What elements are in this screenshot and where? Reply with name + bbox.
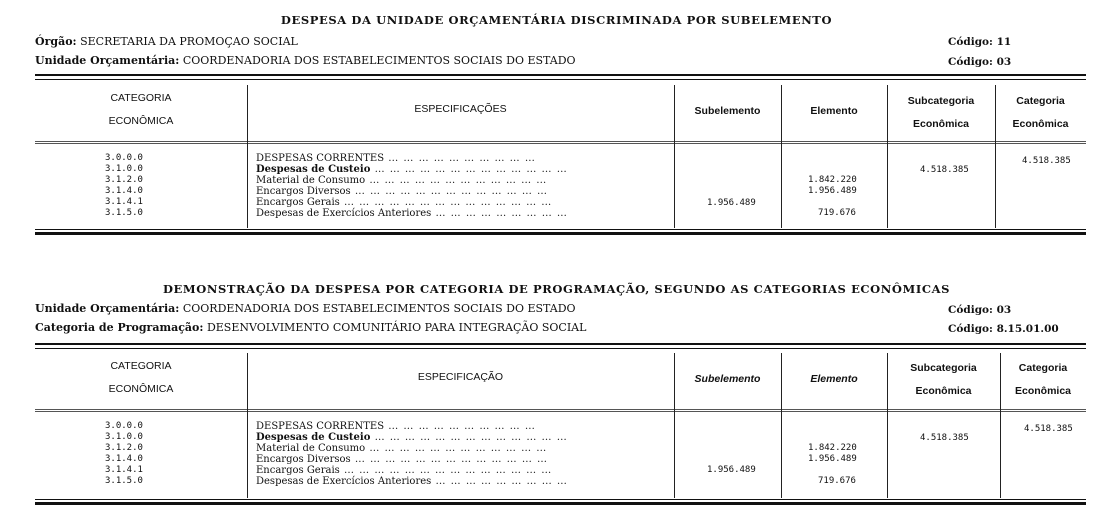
programacao-label: Categoria de Programação:: [35, 321, 204, 334]
spec-cell: Despesas de Custeio: [256, 164, 371, 175]
table2-top-rule-thin: [35, 348, 1086, 349]
leader-dots: … … … … … … … … … …: [384, 421, 536, 432]
orgao-code-label: Código:: [948, 36, 993, 48]
code-cell: 3.1.4.0: [105, 454, 143, 464]
code-cell: 3.1.0.0: [105, 432, 143, 442]
code-cell: 3.1.5.0: [105, 208, 143, 218]
table2-elemento-value: 1.842.220: [808, 443, 857, 453]
unidade-line: [35, 54, 576, 67]
table1-specs: [256, 153, 568, 219]
unidade-value: COORDENADORIA DOS ESTABELECIMENTOS SOCIAIS DO ESTADO: [182, 54, 576, 67]
spec-cell: Material de Consumo: [256, 443, 366, 454]
code-cell: 3.1.2.0: [105, 443, 143, 453]
programacao-code-label: Código:: [948, 323, 993, 335]
code-cell: 3.1.5.0: [105, 476, 143, 486]
table1-title: DESPESA DA UNIDADE ORÇAMENTÁRIA DISCRIMINADA POR SUBELEMENTO: [280, 13, 833, 27]
orgao-code: [948, 36, 1011, 48]
unidade2-code-value: 03: [996, 304, 1012, 316]
unidade2-label: Unidade Orçamentária:: [35, 302, 180, 315]
unidade-code-label: Código:: [948, 56, 993, 68]
unidade2-code-label: Código:: [948, 304, 993, 316]
code-cell: 3.0.0.0: [105, 421, 143, 431]
table1-top-rule: [35, 74, 1086, 76]
table2-bottom-rule-thin: [35, 499, 1086, 500]
table1-header-especificacoes: ESPECIFICAÇÕES: [414, 103, 507, 115]
table1-header-subelemento: Subelemento: [694, 105, 761, 117]
table2-elemento-value: 1.956.489: [808, 454, 857, 464]
spec-cell: Despesas de Exercícios Anteriores: [256, 476, 432, 487]
code-cell: 3.1.4.1: [105, 465, 143, 475]
table1-subcategoria-value: 4.518.385: [920, 165, 969, 175]
table1-elemento-value: 719.676: [818, 208, 856, 218]
table1-elemento-value: 1.842.220: [808, 175, 857, 185]
table2-subelemento-value: 1.956.489: [707, 465, 756, 475]
unidade-code: [948, 56, 1011, 68]
spec-cell: Encargos Gerais: [256, 465, 340, 476]
programacao-code-value: 8.15.01.00: [996, 323, 1059, 335]
spec-cell: Encargos Diversos: [256, 186, 351, 197]
spec-cell: Despesas de Custeio: [256, 432, 371, 443]
code-cell: 3.1.2.0: [105, 175, 143, 185]
programacao-line: [35, 321, 586, 334]
table1-bottom-rule: [35, 232, 1086, 235]
table2-top-rule: [35, 343, 1086, 345]
table2-header-rule: [35, 409, 1086, 410]
orgao-value: SECRETARIA DA PROMOÇAO SOCIAL: [80, 35, 298, 48]
table2-categoria-value: 4.518.385: [1024, 424, 1073, 434]
table2-header-subcategoria: Subcategoria Econômica: [910, 362, 977, 397]
leader-dots: … … … … … … … … …: [431, 476, 568, 487]
table1-codes: [105, 153, 143, 219]
spec-cell: DESPESAS CORRENTES: [256, 421, 385, 432]
table1-header-subcategoria: Subcategoria Econômica: [907, 95, 975, 130]
table2-specs: [256, 421, 568, 487]
unidade2-value: COORDENADORIA DOS ESTABELECIMENTOS SOCIAIS DO ESTADO: [182, 302, 576, 315]
table1-categoria-value: 4.518.385: [1022, 156, 1071, 166]
programacao-code: [948, 323, 1059, 335]
table2-bottom-rule: [35, 502, 1086, 505]
spec-cell: DESPESAS CORRENTES: [256, 153, 385, 164]
table2-elemento-value: 719.676: [818, 476, 856, 486]
orgao-label: Órgão:: [35, 35, 77, 48]
code-cell: 3.1.0.0: [105, 164, 143, 174]
table2-header-especificacao: ESPECIFICAÇÃO: [417, 371, 504, 383]
leader-dots: … … … … … … … … … … … … …: [370, 432, 568, 443]
table2-header-categoria: Categoria Econômica: [1014, 362, 1072, 397]
table1-header-rule: [35, 141, 1086, 142]
code-cell: 3.1.4.1: [105, 197, 143, 207]
table1-subelemento-value: 1.956.489: [707, 198, 756, 208]
unidade2-code: [948, 304, 1011, 316]
unidade2-line: [35, 302, 576, 315]
table1-bottom-rule-thin: [35, 229, 1086, 230]
leader-dots: … … … … … … … … … …: [384, 153, 536, 164]
orgao-line: [35, 35, 298, 48]
table2-header-subelemento: Subelemento: [694, 373, 761, 385]
table2-title: DEMONSTRAÇÃO DA DESPESA POR CATEGORIA DE PROGRAMAÇÃO, SEGUNDO AS CATEGORIAS ECONÔMICAS: [162, 282, 951, 296]
table2-header-elemento: Elemento: [810, 373, 858, 385]
table1-elemento-value: 1.956.489: [808, 186, 857, 196]
leader-dots: … … … … … … … … … … … … …: [350, 186, 548, 197]
spec-cell: Encargos Gerais: [256, 197, 340, 208]
orgao-code-value: 11: [996, 36, 1012, 48]
code-cell: 3.1.4.0: [105, 186, 143, 196]
table2-header-rule-2: [35, 411, 1086, 412]
spec-cell: Despesas de Exercícios Anteriores: [256, 208, 432, 219]
table1-header-categoria: Categoria Econômica: [1012, 95, 1069, 130]
programacao-value: DESENVOLVIMENTO COMUNITÁRIO PARA INTEGRAÇÃO SOCIAL: [206, 321, 587, 334]
spec-cell: Material de Consumo: [256, 175, 366, 186]
leader-dots: … … … … … … … … … … … …: [365, 175, 548, 186]
code-cell: 3.0.0.0: [105, 153, 143, 163]
unidade-label: Unidade Orçamentária:: [35, 54, 180, 67]
table1-header-rule-2: [35, 143, 1086, 144]
table2-codes: [105, 421, 143, 487]
leader-dots: … … … … … … … … … … … … … …: [339, 197, 553, 208]
table1-header-elemento: Elemento: [810, 105, 858, 117]
table2-subcategoria-value: 4.518.385: [920, 433, 969, 443]
unidade-code-value: 03: [996, 56, 1012, 68]
leader-dots: … … … … … … … … … … … … … …: [339, 465, 553, 476]
leader-dots: … … … … … … … … … … … …: [365, 443, 548, 454]
leader-dots: … … … … … … … … …: [431, 208, 568, 219]
leader-dots: … … … … … … … … … … … … …: [370, 164, 568, 175]
spec-cell: Encargos Diversos: [256, 454, 351, 465]
table1-top-rule-thin: [35, 79, 1086, 80]
table2-header-categoria-economica: CATEGORIA ECONÔMICA: [108, 360, 174, 395]
leader-dots: … … … … … … … … … … … … …: [350, 454, 548, 465]
table1-header-categoria-economica: CATEGORIA ECONÔMICA: [108, 92, 174, 127]
